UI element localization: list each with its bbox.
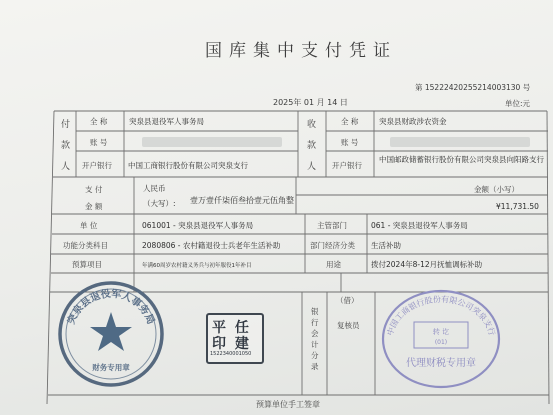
payee-side-label-1: 收 [307,120,317,130]
bank-memo-label [311,306,319,372]
purpose-label: 用途 [326,260,341,269]
bottom-sign-label: 预算单位手工签章 [256,400,320,409]
unit-field-label: 单 位 [80,221,98,230]
bank-memo-char: 分 [311,351,319,360]
voucher-date: 2025年 01 月 14 日 [273,98,348,107]
budget-label: 预算项目 [72,260,102,269]
voucher-number-suffix: 号 [522,83,531,92]
bank-memo-char: 会 [311,329,319,338]
unit-field: 061001 - 突泉县退役军人事务局 [142,221,254,230]
payee-account-label: 账 号 [341,138,359,147]
func-label: 功能分类科目 [63,241,108,250]
amount-label-2: 金 额 [85,202,103,211]
payee-bank: 中国邮政储蓄银行股份有限公司突泉县向阳路支行 [379,155,544,164]
bank-memo-char: 录 [311,362,319,371]
payee-side-label-2: 款 [307,141,317,151]
amount-uppercase: 壹万壹仟柒佰叁拾壹元伍角整 [190,196,294,205]
payer-side-label-1: 付 [61,120,71,130]
amount-uppercase-label: （大写）: [143,199,176,208]
payer-account-label: 账 号 [90,138,108,147]
payer-side-label-2: 款 [61,141,71,151]
amount-label-1: 支 付 [85,185,103,194]
dept-label: 主管部门 [317,221,347,230]
bank-memo-note: （借） [336,296,359,305]
payee-side-label-3: 人 [307,162,317,172]
payer-bank-label: 开户银行 [82,161,112,170]
budget-value: 年满60周岁农村籍义务兵与初年服役1年补目 [142,263,252,269]
bank-stamp-bottom: 代理财税专用章 [406,358,476,369]
personal-square-seal [206,313,264,364]
payee-name: 突泉县财政涉农资金 [379,117,447,126]
round-stamp-text: 突泉县退役军人事务局 [65,288,157,327]
finance-round-stamp [55,278,167,390]
review-label: 复核员 [337,321,360,330]
payee-account-value [390,137,530,147]
payer-name: 突泉县退役军人事务局 [129,117,204,126]
payee-bank-label: 开户银行 [332,161,362,170]
voucher-number-prefix: 第 [415,83,423,92]
bank-oval-stamp [378,286,504,392]
unit-label: 单位:元 [505,99,531,108]
voucher-title: 国库集中支付凭证 [205,41,397,61]
square-seal-line1: 平 任 [212,320,251,336]
bank-stamp-center1: 转 讫 [432,328,450,336]
dept-value: 061 - 突泉县退役军人事务局 [371,221,468,230]
square-seal-number: 1522340001050 [210,351,252,357]
bank-memo-char: 行 [311,318,319,327]
bank-memo-char: 计 [311,340,319,349]
econ-value: 生活补助 [371,241,401,250]
econ-label: 部门经济分类 [310,241,355,250]
payer-name-label: 全 称 [90,117,108,126]
bank-stamp-text: 中国工商银行股份有限公司突泉支行 [385,294,497,337]
bank-memo-char: 银 [311,307,319,316]
payee-name-label: 全 称 [341,117,359,126]
bank-stamp-center2: (01) [434,339,448,346]
voucher-number-value: 15222420255214003130 [424,83,521,92]
payer-bank: 中国工商银行股份有限公司突泉支行 [128,161,248,170]
amount-lowercase-label: 金额（小写） [474,185,519,194]
payer-account-value [142,137,282,147]
round-stamp-bottom: 财务专用章 [92,363,130,372]
func-value: 2080806 - 农村籍退役士兵老年生活补助 [142,241,281,250]
amount-currency: 人民币 [143,184,166,193]
payer-side-label-3: 人 [61,162,71,172]
purpose-value: 拨付2024年8-12月抚恤调标补助 [371,260,483,269]
square-seal-line2: 印 建 [212,336,251,352]
amount-lowercase: ¥11,731.50 [496,202,539,211]
